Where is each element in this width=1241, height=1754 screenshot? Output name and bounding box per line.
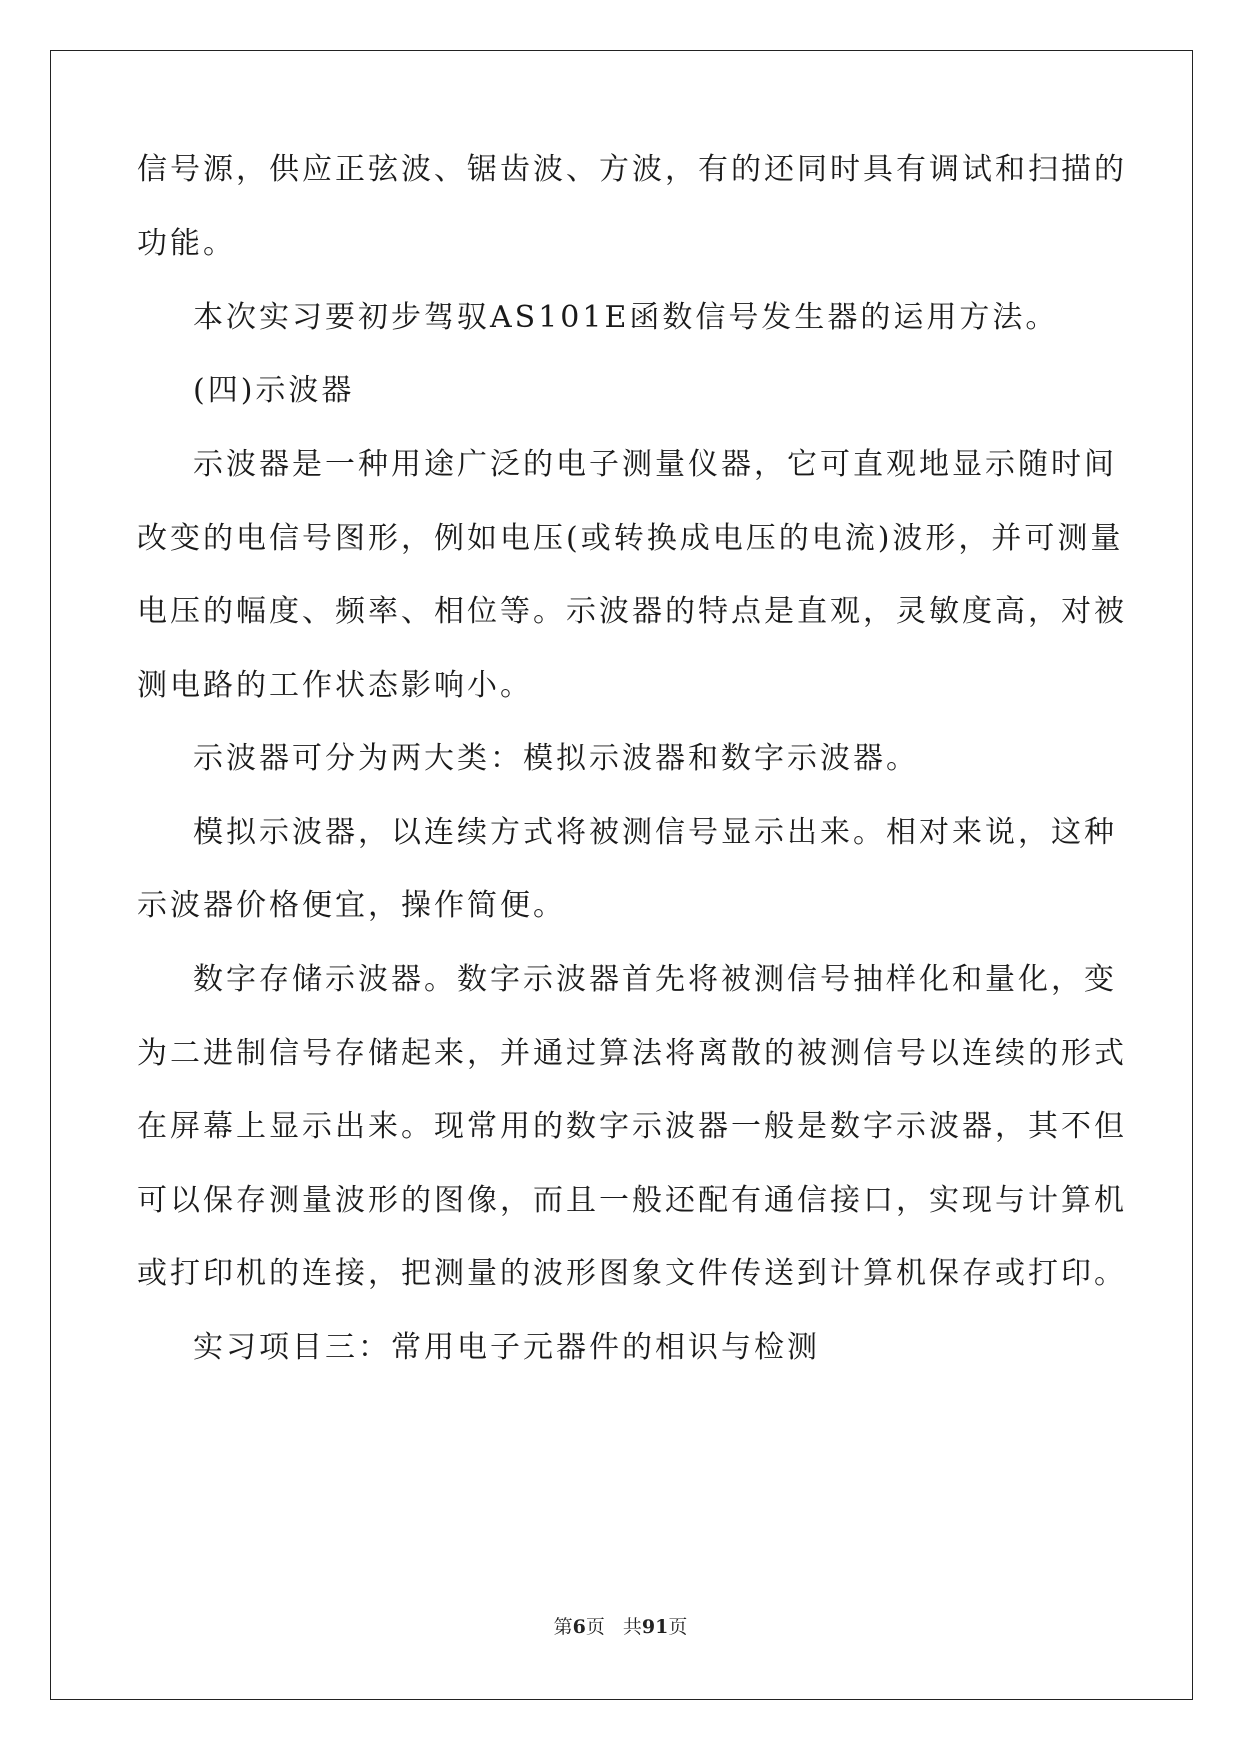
page-suffix: 页 — [585, 1616, 605, 1638]
text-line: 数字存储示波器。数字示波器首先将被测信号抽样化和量化，变 — [193, 962, 1117, 997]
total-prefix: 共 — [622, 1616, 642, 1638]
text-line: 测电路的工作状态影响小。 — [137, 668, 533, 703]
text-line: 电压的幅度、频率、相位等。示波器的特点是直观，灵敏度高，对被 — [137, 594, 1127, 629]
section-heading: (四)示波器 — [193, 373, 355, 408]
page-footer — [0, 1615, 1241, 1639]
total-suffix: 页 — [668, 1616, 688, 1638]
section-heading: 实习项目三：常用电子元器件的相识与检测 — [193, 1330, 820, 1365]
text-line: 信号源，供应正弦波、锯齿波、方波，有的还同时具有调试和扫描的 — [137, 152, 1127, 187]
text-line: 可以保存测量波形的图像，而且一般还配有通信接口，实现与计算机 — [137, 1183, 1127, 1218]
text-line: 功能。 — [137, 226, 236, 261]
text-line: 为二进制信号存储起来，并通过算法将离散的被测信号以连续的形式 — [137, 1036, 1127, 1071]
total-pages: 91 — [641, 1616, 669, 1638]
text-line: 或打印机的连接，把测量的波形图象文件传送到计算机保存或打印。 — [137, 1256, 1127, 1291]
text-line: 示波器是一种用途广泛的电子测量仪器，它可直观地显示随时间 — [193, 447, 1117, 482]
page-number: 6 — [572, 1616, 586, 1638]
text-line: 示波器可分为两大类：模拟示波器和数字示波器。 — [193, 741, 919, 776]
text-line: 在屏幕上显示出来。现常用的数字示波器一般是数字示波器，其不但 — [137, 1109, 1127, 1144]
text-line: 本次实习要初步驾驭AS101E函数信号发生器的运用方法。 — [193, 300, 1059, 335]
text-line: 示波器价格便宜，操作简便。 — [137, 888, 566, 923]
text-line: 模拟示波器，以连续方式将被测信号显示出来。相对来说，这种 — [193, 815, 1117, 850]
text-line: 改变的电信号图形，例如电压(或转换成电压的电流)波形，并可测量 — [137, 521, 1124, 556]
page-prefix: 第 — [553, 1616, 573, 1638]
